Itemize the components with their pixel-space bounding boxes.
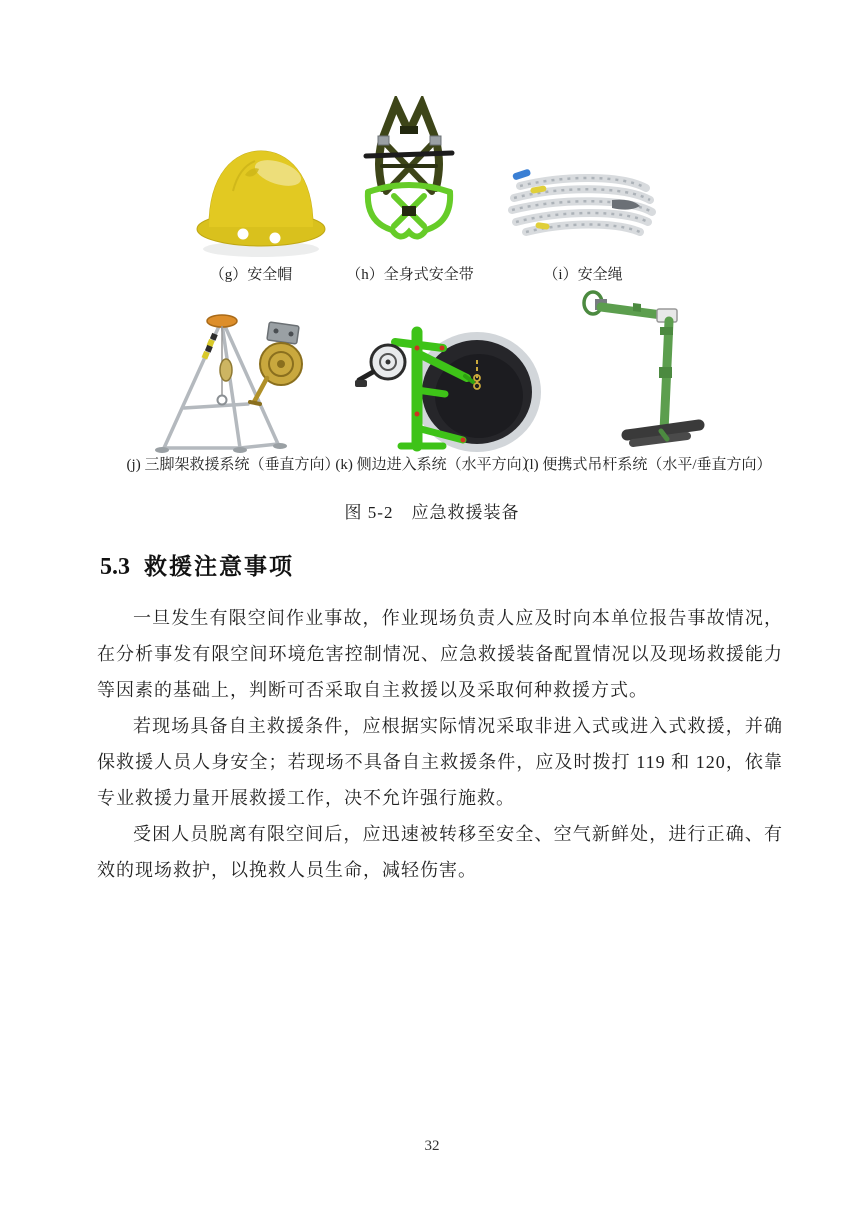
figure-caption: [0, 498, 864, 523]
full-body-harness-image: [352, 96, 466, 266]
safety-helmet-icon: [185, 131, 337, 265]
caption-full-body-harness: （h）全身式安全带: [346, 267, 474, 283]
section-body: [97, 600, 783, 888]
section-title: 救援注意事项: [144, 553, 294, 579]
side-entry-system-image: [343, 318, 549, 462]
portable-davit-system-image: [575, 283, 705, 460]
paragraph-1: 一旦发生有限空间作业事故，作业现场负责人应及时向本单位报告事故情况，在分析事发有限空间环境危害控制情况、应急救援装备配置情况以及现场救援能力等因素的基础上，判断可否采取自主救援以及采取何种救援方式。: [97, 608, 783, 700]
figure-caption-title: 应急救援装备: [411, 503, 520, 522]
tripod-rescue-system-icon: [150, 304, 314, 458]
safety-helmet-image: [185, 131, 337, 265]
safety-rope-icon: [500, 160, 664, 250]
portable-davit-system-icon: [575, 283, 705, 460]
paragraph-2: 若现场具备自主救援条件，应根据实际情况采取非进入式或进入式救援，并确保救援人员人身安全；若现场不具备自主救援条件，应及时拨打 119 和 120，依靠专业救援力量开展救援工作，决不允许强行施救。: [97, 716, 783, 808]
safety-rope-image: [500, 160, 664, 250]
side-entry-system-icon: [343, 318, 549, 462]
caption-side-entry-system: (k) 侧边进入系统（水平方向）: [335, 457, 537, 473]
tripod-rescue-system-image: [150, 304, 314, 458]
caption-tripod-rescue-system: (j) 三脚架救援系统（垂直方向）: [126, 457, 340, 473]
figure-caption-label: 图 5-2: [344, 503, 394, 522]
section-heading: [100, 548, 294, 581]
page-number: 32: [424, 1138, 440, 1154]
paragraph-3: 受困人员脱离有限空间后，应迅速被转移至安全、空气新鲜处，进行正确、有效的现场救护，以挽救人员生命，减轻伤害。: [97, 824, 783, 880]
section-number: 5.3: [100, 554, 130, 580]
caption-safety-helmet: （g）安全帽: [209, 267, 293, 283]
caption-portable-davit-system: (l) 便携式吊杆系统（水平/垂直方向）: [524, 457, 772, 473]
caption-safety-rope: （i）安全绳: [543, 267, 623, 283]
full-body-harness-icon: [352, 96, 466, 266]
